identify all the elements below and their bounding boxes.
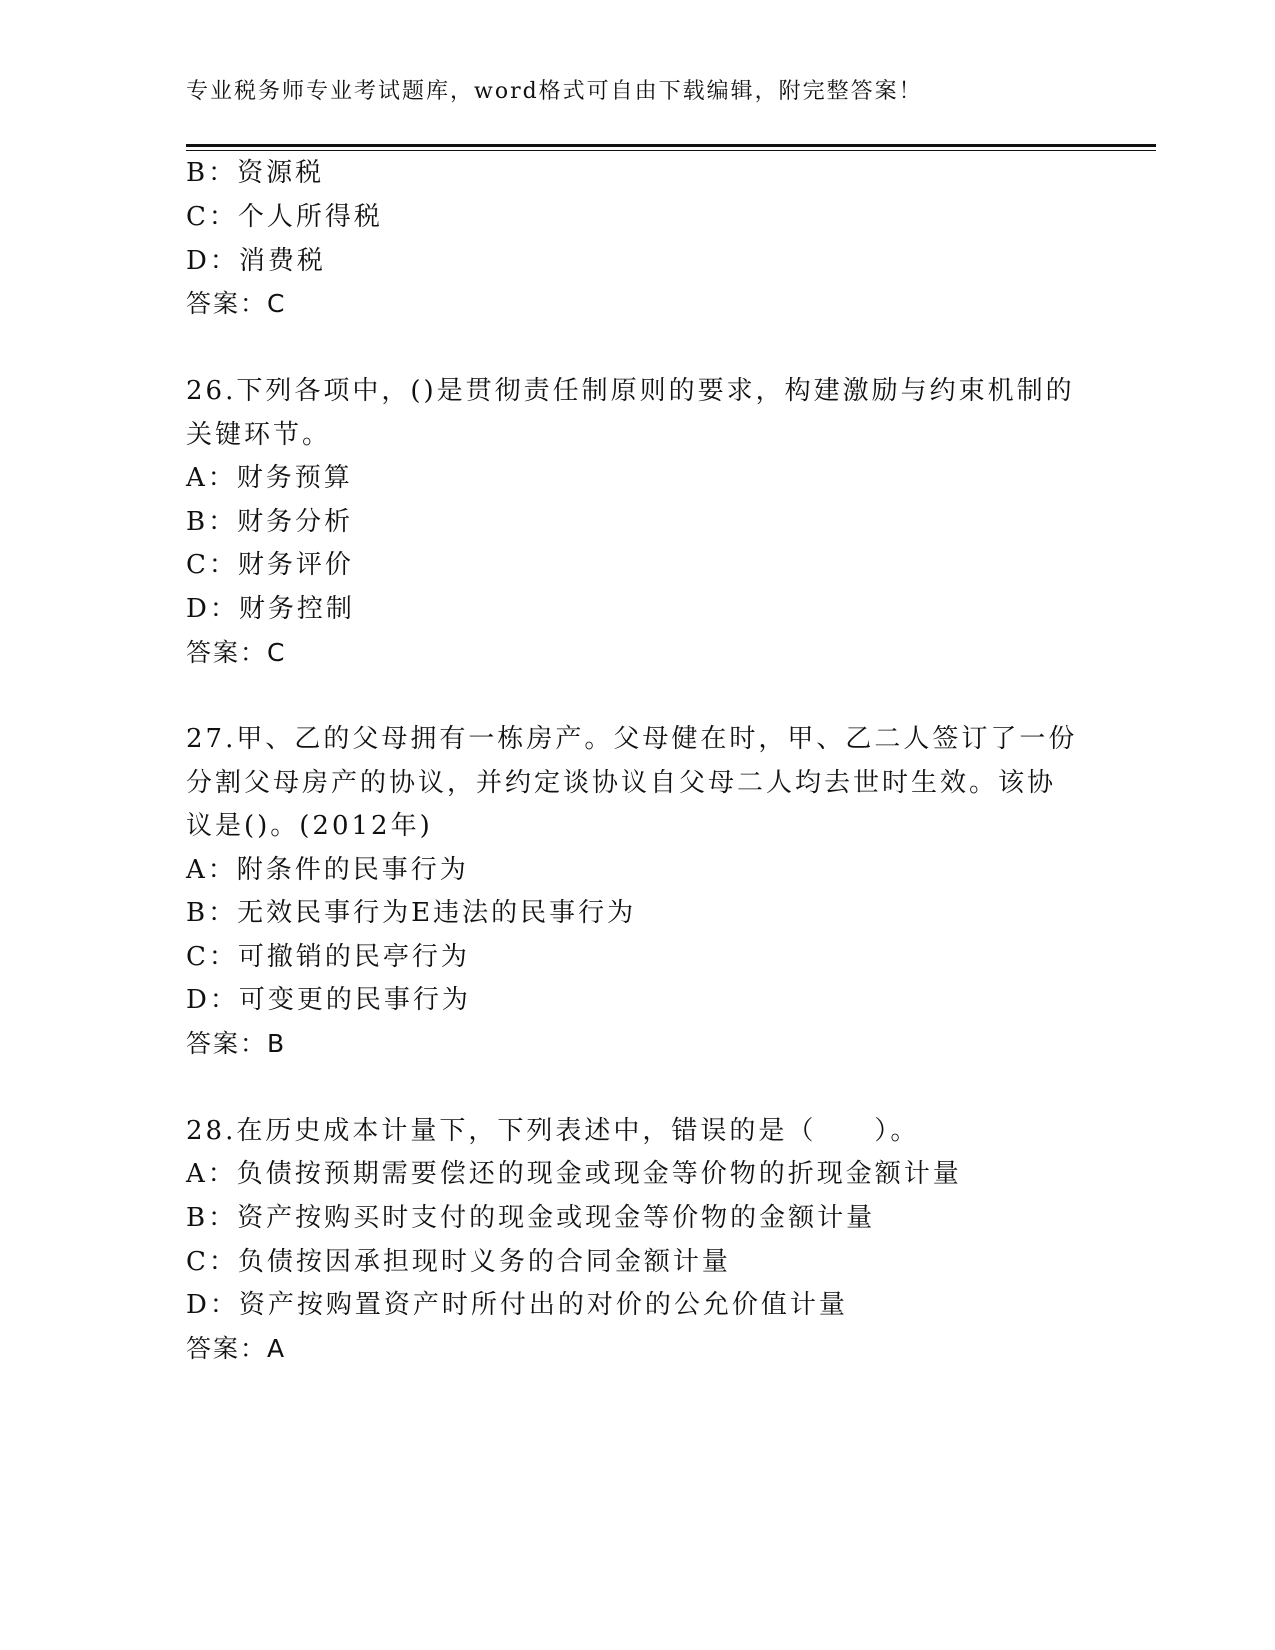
q26-answer: 答案：C [186,638,287,667]
q25-answer: 答案：C [186,289,287,318]
q27-option-a: A：附条件的民事行为 [186,855,469,885]
q26-stem-line-1: 26.下列各项中，()是贯彻责任制原则的要求，构建激励与约束机制的 [186,376,1075,406]
q28-option-c: C：负债按因承担现时义务的合同金额计量 [186,1247,731,1277]
q26-stem-line-2: 关键环节。 [186,420,332,450]
q25-option-b: B：资源税 [186,158,325,188]
q27-option-d: D：可变更的民事行为 [186,985,471,1015]
q28-option-a: A：负债按预期需要偿还的现金或现金等价物的折现金额计量 [186,1159,962,1189]
q26-option-b: B：财务分析 [186,507,354,537]
q28-stem-line-1: 28.在历史成本计量下，下列表述中，错误的是（ ）。 [186,1116,920,1146]
q27-stem-line-2: 分割父母房产的协议，并约定谈协议自父母二人均去世时生效。该协 [186,768,1057,798]
q25-option-d: D：消费税 [186,246,326,276]
q27-option-c: C：可撤销的民亭行为 [186,942,470,972]
q26-option-a: A：财务预算 [186,463,353,493]
header-divider [186,144,1156,151]
q28-answer: 答案：A [186,1334,287,1363]
q25-option-c: C：个人所得税 [186,202,383,232]
q27-option-b: B：无效民事行为E违法的民事行为 [186,898,637,928]
page-header: 专业税务师专业考试题库，word格式可自由下载编辑，附完整答案！ [186,79,923,104]
q28-option-d: D：资产按购置资产时所付出的对价的公允价值计量 [186,1290,848,1320]
q26-option-d: D：财务控制 [186,594,355,624]
q27-stem-line-1: 27.甲、乙的父母拥有一栋房产。父母健在时，甲、乙二人签订了一份 [186,724,1078,754]
q26-option-c: C：财务评价 [186,550,354,580]
q27-stem-line-3: 议是()。(2012年) [186,811,433,841]
q28-option-b: B：资产按购买时支付的现金或现金等价物的金额计量 [186,1203,876,1233]
q27-answer: 答案：B [186,1029,287,1058]
